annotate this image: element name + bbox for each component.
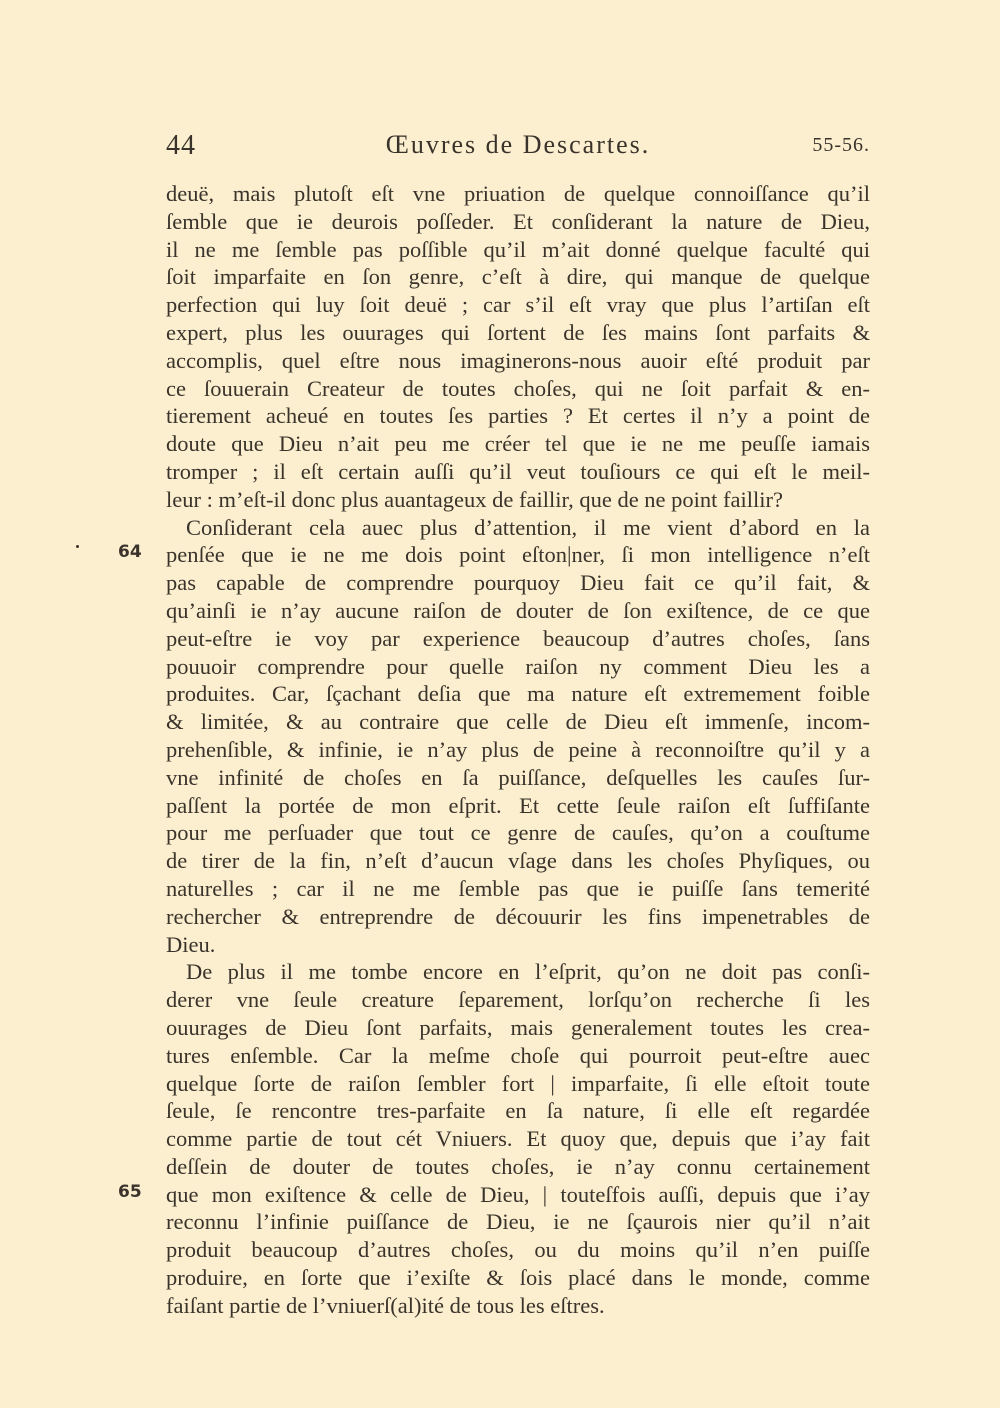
text-line: & limitée, & au contraire que celle de Dieu eſt immenſe, incom- [166, 709, 870, 735]
text-line: ſeule, ſe rencontre tres-parfaite en ſa nature, ſi elle eſt regardée [166, 1098, 870, 1124]
margin-note-64: 64 [118, 542, 142, 562]
text-line: rechercher & entreprendre de découurir les fins impenetrables de [166, 903, 870, 929]
text-line: derer vne ſeule creature ſeparement, lorſqu’on recherche ſi les [166, 987, 870, 1013]
text-line: produit beaucoup d’autres choſes, ou du moins qu’il n’en puiſſe [166, 1237, 870, 1263]
text-line: vne infinité de choſes en ſa puiſſance, deſquelles les cauſes ſur- [166, 764, 870, 790]
margin-note-65: 65 [118, 1182, 142, 1202]
text-line: leur : m’eſt-il donc plus auantageux de faillir, que de ne point faillir? [166, 486, 784, 512]
text-line: faiſant partie de l’vniuerſ(al)ité de tous les eſtres. [166, 1292, 605, 1318]
text-line: accomplis, quel eſtre nous imaginerons-nous auoir eſté produit par [166, 347, 870, 373]
text-line: Dieu. [166, 931, 216, 957]
text-line: tures enſemble. Car la meſme choſe qui pourroit peut-eſtre auec [166, 1042, 870, 1068]
text-line: que mon exiſtence & celle de Dieu, | touteſfois auſſi, depuis que i’ay [166, 1181, 870, 1207]
text-line: prehenſible, & infinie, ie n’ay plus de peine à reconnoiſtre qu’il y a [166, 736, 870, 762]
paragraph-start-line: De plus il me tombe encore en l’eſprit, qu’on ne doit pas conſi- [186, 959, 870, 985]
text-line: penſée que ie ne me dois point eſton|ner, ſi mon intelligence n’eſt [166, 542, 870, 568]
text-line: ſoit imparfaite en ſon genre, c’eſt à dire, qui manque de quelque [166, 264, 870, 290]
text-line: ſemble que ie deurois poſſeder. Et conſiderant la nature de Dieu, [166, 208, 870, 234]
text-line: naturelles ; car il ne me ſemble pas que ie puiſſe ſans temerité [166, 875, 870, 901]
text-line: produites. Car, ſçachant deſia que ma nature eſt extremement foible [166, 681, 870, 707]
page-reference: 55-56. [812, 134, 870, 156]
text-line: qu’ainſi ie n’ay aucune raiſon de douter de ſon exiſtence, de ce que [166, 597, 870, 623]
text-line: expert, plus les ouurages qui ſortent de ſes mains ſont parfaits & [166, 319, 870, 345]
text-line: deuë, mais plutoſt eſt vne priuation de quelque connoiſſance qu’il [166, 181, 870, 206]
text-line: peut-eſtre ie voy par experience beaucoup d’autres choſes, ſans [166, 625, 870, 651]
body-text [166, 180, 870, 1320]
margin-dot [76, 545, 79, 548]
text-line: pouuoir comprendre pour quelle raiſon ny comment Dieu les a [166, 653, 870, 679]
page-header [166, 130, 870, 166]
text-line: il ne me ſemble pas poſſible qu’il m’ait donné quelque faculté qui [166, 236, 870, 262]
text-line: doute que Dieu n’ait peu me créer tel que ie ne me peuſſe iamais [166, 431, 870, 457]
text-line: ce ſouuerain Createur de toutes choſes, qui ne ſoit parfait & en- [166, 375, 870, 401]
text-line: de tirer de la fin, n’eſt d’aucun vſage dans les choſes Phyſiques, ou [166, 848, 870, 874]
text-line: produire, en ſorte que i’exiſte & ſois placé dans le monde, comme [166, 1265, 870, 1291]
text-line: deſſein de douter de toutes choſes, ie n’ay connu certainement [166, 1153, 870, 1179]
text-line: tromper ; il eſt certain auſſi qu’il veut touſiours ce qui eſt le meil- [166, 458, 870, 484]
text-line: pour me perſuader que tout ce genre de cauſes, qu’on a couſtume [166, 820, 870, 846]
text-line: tierement acheué en toutes ſes parties ? Et certes il n’y a point de [166, 403, 870, 429]
text-line: quelque ſorte de raiſon ſembler fort | imparfaite, ſi elle eſtoit toute [166, 1070, 870, 1096]
paragraph-start-line: Conſiderant cela auec plus d’attention, il me vient d’abord en la [186, 514, 870, 540]
text-line: perfection qui luy ſoit deuë ; car s’il eſt vray que plus l’artiſan eſt [166, 292, 870, 318]
page-number: 44 [166, 130, 196, 161]
text-line: pas capable de comprendre pourquoy Dieu fait ce qu’il fait, & [166, 570, 870, 596]
text-line: paſſent la portée de mon eſprit. Et cette ſeule raiſon eſt ſuffiſante [166, 792, 870, 818]
running-title: Œuvres de Descartes. [385, 130, 651, 159]
text-line: reconnu l’infinie puiſſance de Dieu, ie ne ſçaurois nier qu’il n’ait [166, 1209, 870, 1235]
text-line: ouurages de Dieu ſont parfaits, mais generalement toutes les crea- [166, 1014, 870, 1040]
text-line: comme partie de tout cét Vniuers. Et quoy que, depuis que i’ay fait [166, 1126, 870, 1152]
